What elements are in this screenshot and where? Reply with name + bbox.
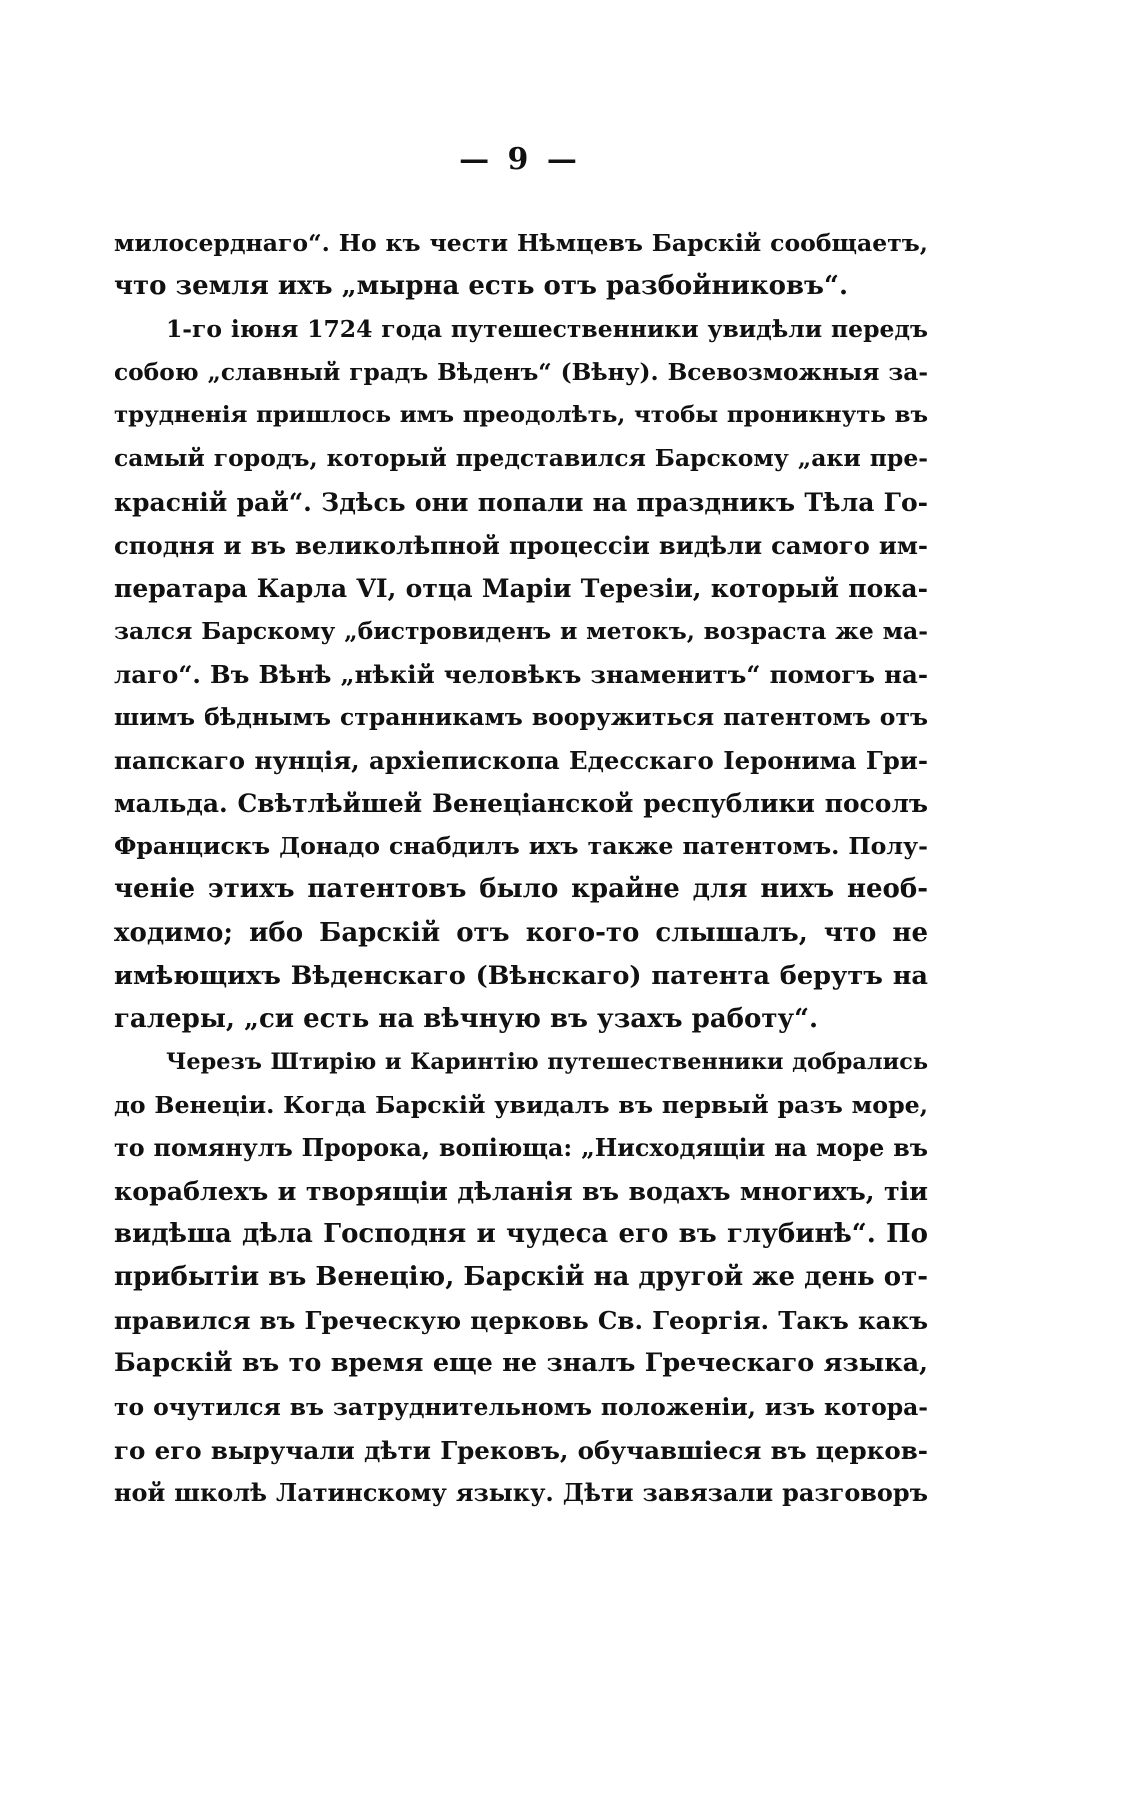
- text-line: имѣющихъ Вѣденскаго (Вѣнскаго) патента берутъ на: [114, 960, 928, 991]
- text-line: зался Барскому „бистровиденъ и метокъ, возраста же ма-: [114, 616, 928, 645]
- text-line: Черезъ Штирію и Каринтію путешественники добрались: [166, 1048, 928, 1075]
- text-line: милосерднаго“. Но къ чести Нѣмцевъ Барскій сообщаетъ,: [114, 229, 928, 257]
- text-line: шимъ бѣднымъ странникамъ вооружиться патентомъ отъ: [114, 703, 928, 732]
- text-line: Барскій въ то время еще не зналъ Греческаго языка,: [114, 1348, 928, 1379]
- text-line: лаго“. Въ Вѣнѣ „нѣкій человѣкъ знаменитъ“ помогъ на-: [114, 659, 928, 689]
- text-line: ченіе этихъ патентовъ было крайне для нихъ необ-: [114, 874, 928, 905]
- text-line: сподня и въ великолѣпной процессіи видѣли самого им-: [114, 530, 928, 560]
- page-number: — 9 —: [459, 142, 581, 177]
- text-line: что земля ихъ „мырна есть отъ разбойниковъ“.: [114, 271, 849, 302]
- paragraph: [114, 222, 928, 308]
- text-line: галеры, „си есть на вѣчную въ узахъ работу“.: [114, 1003, 819, 1034]
- text-line: го его выручали дѣти Грековъ, обучавшіеся въ церков-: [114, 1435, 928, 1465]
- text-line: собою „славный градъ Вѣденъ“ (Вѣну). Всевозможныя за-: [114, 359, 928, 387]
- text-line: красній рай“. Здѣсь они попали на праздникъ Тѣла Го-: [114, 487, 928, 517]
- paragraph: [114, 308, 928, 1041]
- text-line: видѣша дѣла Господня и чудеса его въ глубинѣ“. По: [114, 1219, 928, 1250]
- text-line: 1-го іюня 1724 года путешественники увидѣли передъ: [166, 315, 928, 344]
- text-line: мальда. Свѣтлѣйшей Венеціанской республики посолъ: [114, 789, 928, 819]
- text-line: папскаго нунція, архіепископа Едесскаго Іеронима Гри-: [114, 746, 928, 776]
- text-line: ператара Карла VI, отца Маріи Терезіи, который пока-: [114, 572, 928, 603]
- text-line: самый городъ, который представился Барскому „аки пре-: [114, 444, 928, 473]
- text-line: кораблехъ и творящіи дѣланія въ водахъ многихъ, тіи: [114, 1176, 928, 1207]
- text-line: Францискъ Донадо снабдилъ ихъ также патентомъ. Полу-: [114, 832, 928, 861]
- paragraph: [114, 1041, 928, 1515]
- text-line: трудненія пришлось имъ преодолѣть, чтобы проникнуть въ: [114, 402, 928, 429]
- text-line: до Венеціи. Когда Барскій увидалъ въ первый разъ море,: [114, 1090, 928, 1119]
- text-line: прибытіи въ Венецію, Барскій на другой же день от-: [114, 1262, 928, 1293]
- text-line: ходимо; ибо Барскій отъ кого-то слышалъ, что не: [114, 917, 928, 948]
- text-line: ной школѣ Латинскому языку. Дѣти завязали разговоръ: [114, 1478, 928, 1507]
- text-line: то помянулъ Пророка, вопіюща: „Нисходящіи на море въ: [114, 1133, 928, 1162]
- text-line: правился въ Греческую церковь Св. Георгія. Такъ какъ: [114, 1306, 928, 1336]
- body-text: [114, 222, 928, 1515]
- text-line: то очутился въ затруднительномъ положеніи, изъ котора-: [114, 1392, 928, 1421]
